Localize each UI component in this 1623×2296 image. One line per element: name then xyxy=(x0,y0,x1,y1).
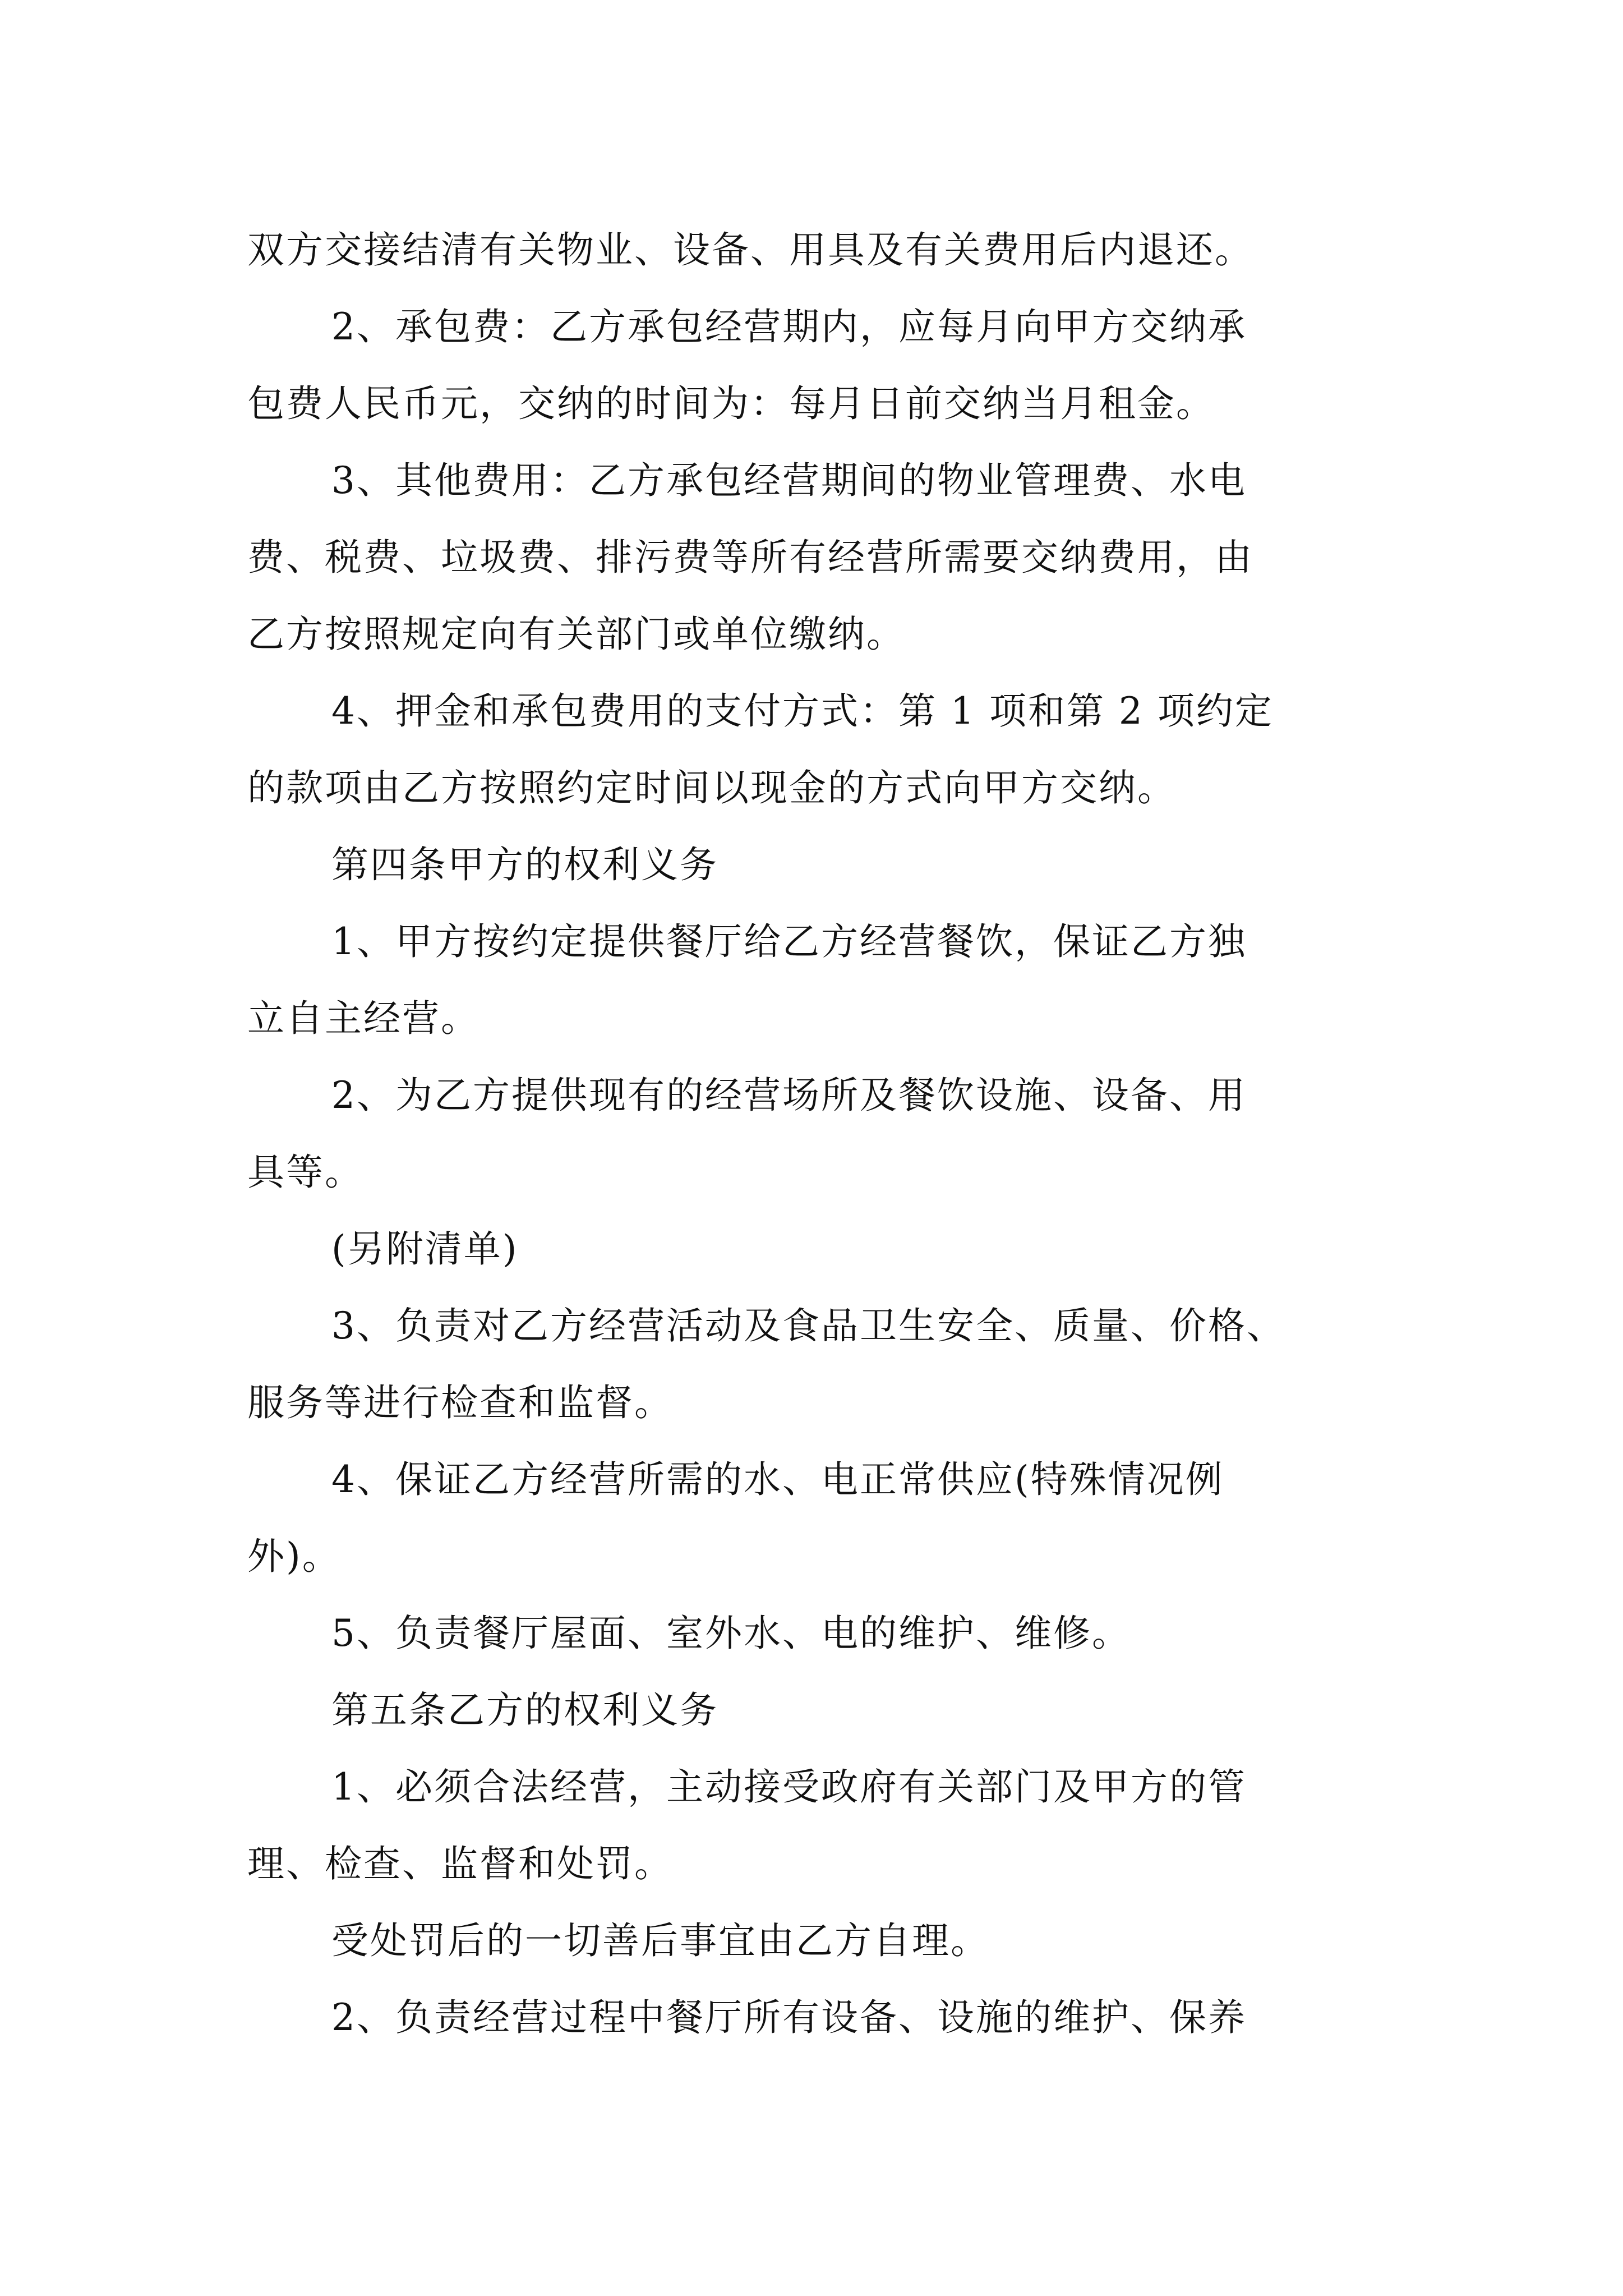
text-line: 3、负责对乙方经营活动及食品卫生安全、质量、价格、 xyxy=(331,1304,1285,1347)
text-line: 具等。 xyxy=(247,1151,363,1194)
text-line: 受处罚后的一切善后事宜由乙方自理。 xyxy=(331,1919,989,1962)
text-line: 2、承包费：乙方承包经营期内，应每月向甲方交纳承 xyxy=(331,305,1247,348)
text-line: 4、押金和承包费用的支付方式：第 1 项和第 2 项约定 xyxy=(331,689,1274,733)
text-line: 包费人民币元，交纳的时间为：每月日前交纳当月租金。 xyxy=(247,382,1215,425)
text-line: 理、检查、监督和处罚。 xyxy=(247,1842,673,1885)
text-line: 1、甲方按约定提供餐厅给乙方经营餐饮，保证乙方独 xyxy=(331,920,1247,963)
text-line: 的款项由乙方按照约定时间以现金的方式向甲方交纳。 xyxy=(247,766,1176,809)
document-body xyxy=(247,211,1391,2056)
text-line: 1、必须合法经营，主动接受政府有关部门及甲方的管 xyxy=(331,1765,1247,1809)
text-line: 2、负责经营过程中餐厅所有设备、设施的维护、保养 xyxy=(331,1996,1247,2039)
text-line: 费、税费、垃圾费、排污费等所有经营所需要交纳费用，由 xyxy=(247,536,1253,579)
text-line: 双方交接结清有关物业、设备、用具及有关费用后内退还。 xyxy=(247,228,1253,272)
text-line: 立自主经营。 xyxy=(247,997,479,1040)
text-line: 乙方按照规定向有关部门或单位缴纳。 xyxy=(247,613,905,656)
section-heading: 第四条甲方的权利义务 xyxy=(331,843,718,886)
text-line: 2、为乙方提供现有的经营场所及餐饮设施、设备、用 xyxy=(331,1074,1247,1117)
text-line: (另附清单) xyxy=(331,1227,519,1271)
text-line: 外)。 xyxy=(247,1535,341,1578)
text-line: 5、负责餐厅屋面、室外水、电的维护、维修。 xyxy=(331,1612,1131,1655)
text-line: 4、保证乙方经营所需的水、电正常供应(特殊情况例 xyxy=(331,1458,1224,1501)
text-line: 3、其他费用：乙方承包经营期间的物业管理费、水电 xyxy=(331,459,1247,502)
section-heading: 第五条乙方的权利义务 xyxy=(331,1688,718,1732)
text-line: 服务等进行检查和监督。 xyxy=(247,1381,673,1424)
